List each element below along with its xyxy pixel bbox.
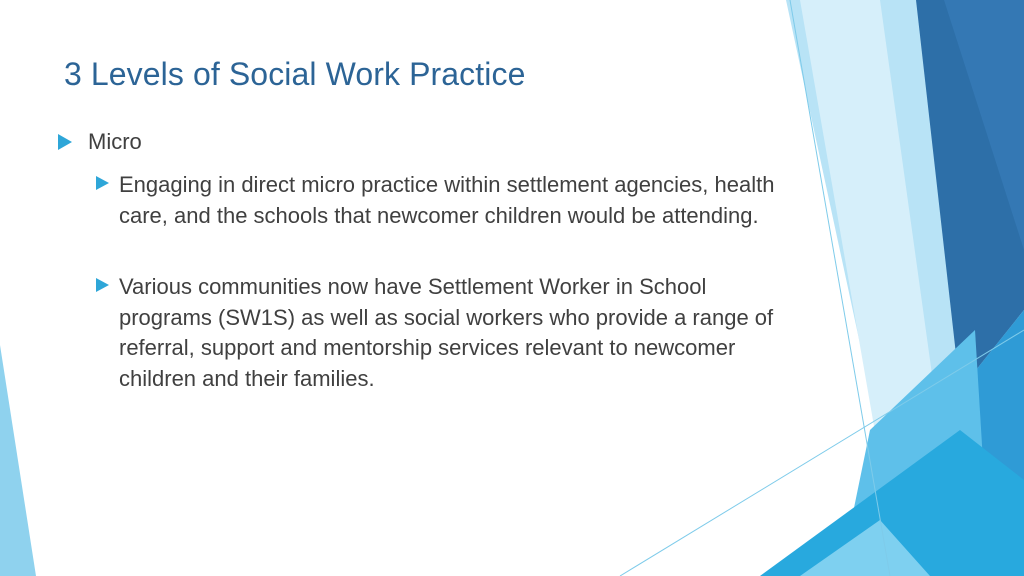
sub-bullet-2 — [96, 272, 776, 394]
left-edge-shape — [0, 345, 36, 576]
bullet-arrow-icon — [96, 176, 109, 190]
slide-title: 3 Levels of Social Work Practice — [64, 56, 526, 92]
sub-bullet-1-text: Engaging in direct micro practice within settlement agencies, health care, and the schools that newcomer children would be attending. — [119, 172, 775, 228]
bullet-arrow-icon — [96, 278, 109, 292]
sub-bullet-2-text: Various communities now have Settlement Worker in School programs (SW1S) as well as social workers who provide a range of referral, support and mentorship services relevant to newcomer children and their families. — [119, 274, 774, 391]
bullet-micro-label: Micro — [88, 129, 142, 154]
sub-bullet-1 — [96, 170, 776, 231]
bullet-micro — [58, 128, 142, 156]
bullet-arrow-icon — [58, 134, 72, 150]
